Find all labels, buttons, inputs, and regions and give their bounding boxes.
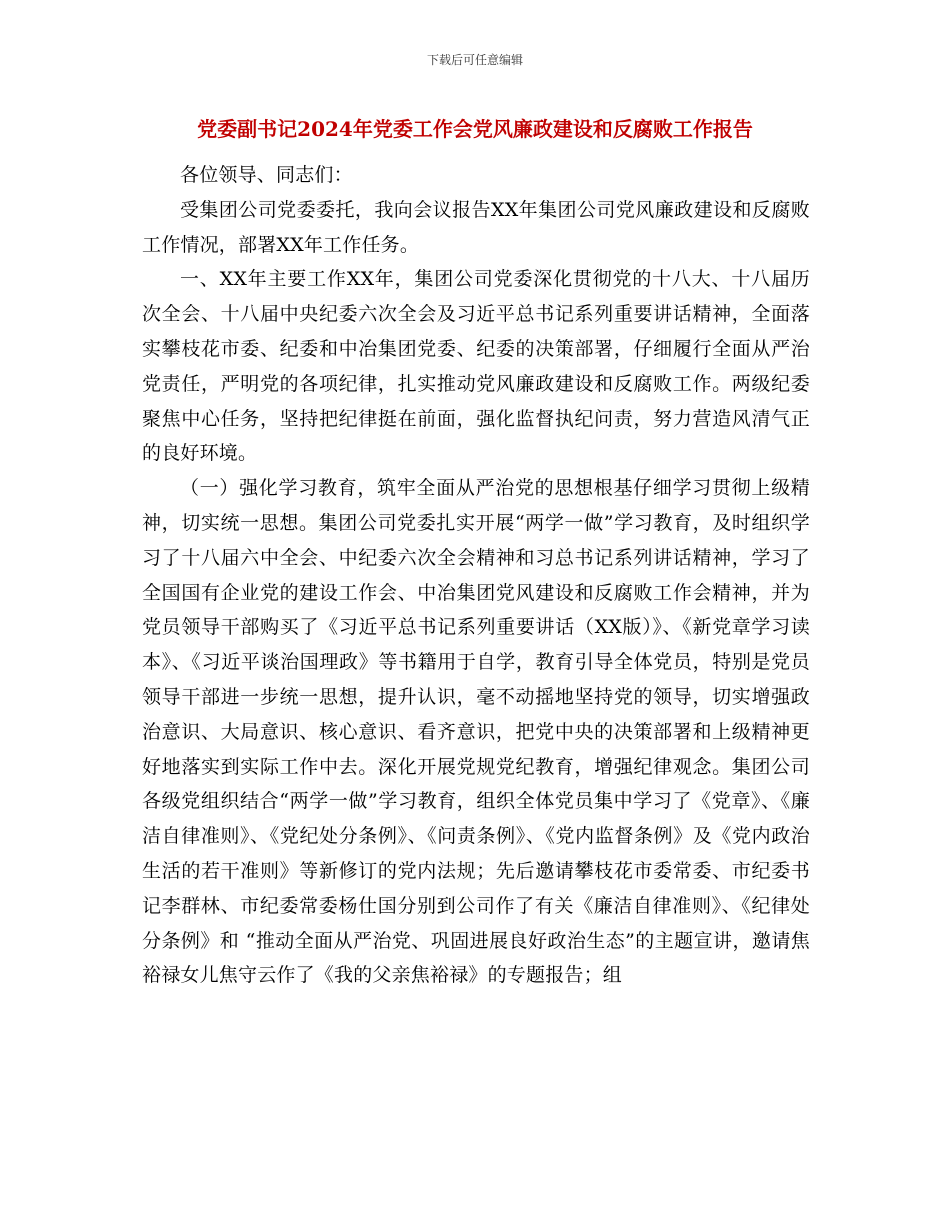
salutation-paragraph: 各位领导、同志们： xyxy=(180,164,353,186)
page-header-note: 下载后可任意编辑 xyxy=(426,53,523,67)
intro-paragraph: 受集团公司党委委托，我向会议报告XX年集团公司党风廉政建设和反腐败工作情况，部署XX年工作任务。 xyxy=(142,198,810,256)
subsection-one-paragraph: （一）强化学习教育，筑牢全面从严治党的思想根基仔细学习贯彻上级精神，切实统一思想。集团公司党委扎实开展“两学一做”学习教育，及时组织学习了十八届六中全会、中纪委六次全会精神和习总书记系列讲话精神，学习了全国国有企业党的建设工作会、中冶集团党风建设和反腐败工作会精神，并为党员领导干部购买了《习近平总书记系列重要讲话（XX版）》、《新党章学习读本》、《习近平谈治国理政》等书籍用于自学，教育引导全体党员，特别是党员领导干部进一步统一思想，提升认识，毫不动摇地坚持党的领导，切实增强政治意识、大局意识、核心意识、看齐意识，把党中央的决策部署和上级精神更好地落实到实际工作中去。深化开展党规党纪教育，增强纪律观念。集团公司各级党组织结合“两学一做”学习教育，组织全体党员集中学习了《党章》、《廉洁自律准则》、《党纪处分条例》、《问责条例》、《党内监督条例》及《党内政治生活的若干准则》等新修订的党内法规；先后邀请攀枝花市委常委、市纪委书记李群林、市纪委常委杨仕国分别到公司作了有关《廉洁自律准则》、《纪律处分条例》和 “推动全面从严治党、巩固进展良好政治生态”的主题宣讲，邀请焦裕禄女儿焦守云作了《我的父亲焦裕禄》的专题报告；组 xyxy=(142,477,810,987)
section-one-paragraph: 一、XX年主要工作XX年，集团公司党委深化贯彻党的十八大、十八届历次全会、十八届中央纪委六次全会及习近平总书记系列重要讲话精神，全面落实攀枝花市委、纪委和中冶集团党委、纪委的决策部署，仔细履行全面从严治党责任，严明党的各项纪律，扎实推动党风廉政建设和反腐败工作。两级纪委聚焦中心任务，坚持把纪律挺在前面，强化监督执纪问责，努力营造风清气正的良好环境。 xyxy=(142,268,810,465)
document-body xyxy=(142,158,810,993)
document-title: 党委副书记2024年党委工作会党风廉政建设和反腐败工作报告 xyxy=(197,117,753,141)
